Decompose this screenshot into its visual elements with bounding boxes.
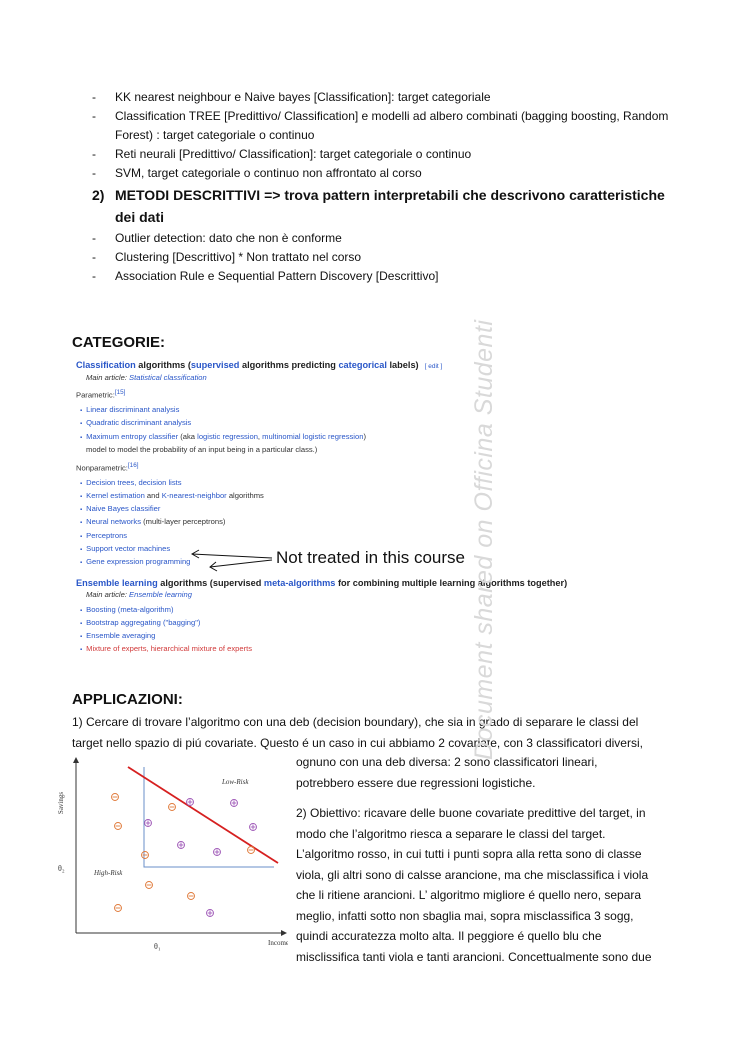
theta1-label: θ₁ (154, 942, 161, 951)
purple-point (214, 849, 221, 856)
paragraph-2: 2) Obiettivo: ricavare delle buone covariate predittive del target, in modo che l’algoritmo riesca a separare le classi del target. L’algoritmo rosso, in cui tutti i punti sopra alla retta sono di classe viola, gli altri sono di calsse arancione, ma che misclassifica i viola che li ritiene arancioni. L’ algoritmo migliore é quello nero, separa meglio, infatti sotto non sbaglia mai, sopra misclassifica 3 sogg, quindi accuratezza molto alta. Il peggiore é quello blu che misclissifica tanti viola e tanti arancioni. Concettualmente sono due (296, 806, 652, 964)
list-item: - Outlier detection: dato che non è conforme (92, 229, 682, 248)
purple-points (145, 799, 257, 917)
wiki-link-item[interactable]: ▪ Ensemble averaging (76, 630, 636, 643)
list-item-text: Outlier detection: dato che non è conforme (115, 231, 342, 245)
orange-point (169, 804, 176, 811)
wiki-link-item: ▪ Support vector machines (76, 543, 636, 556)
list-item-text: SVM, target categoriale o continuo non affrontato al corso (115, 166, 422, 180)
x-axis-label: Income (268, 939, 288, 947)
maxent-note: model to model the probability of an input being in a particular class.) (86, 444, 318, 454)
main-article-line: Main article: Ensemble learning (86, 590, 192, 600)
list-item: - Clustering [Descrittivo] * Non trattato nel corso (92, 248, 682, 267)
y-axis-label: Savings (57, 791, 65, 815)
orange-point (142, 852, 149, 859)
wiki-link-item: ▪ Maximum entropy classifier (aka logistic regression, multinomial logistic regression) (76, 431, 636, 444)
purple-point (231, 800, 238, 807)
wiki-link-item[interactable]: ▪ Boosting (meta-algorithm) (76, 604, 636, 617)
wiki-link-item: ▪ Kernel estimation and K-nearest-neighbor algorithms (76, 490, 636, 503)
classification-heading: Classification algorithms (supervised algorithms predicting categorical labels) [ edit ] (76, 360, 443, 370)
ensemble-heading: Ensemble learning algorithms (supervised meta-algorithms for combining multiple learning algorithms together) (76, 578, 568, 589)
list-item: - SVM, target categoriale o continuo non affrontato al corso (92, 164, 682, 183)
edit-link[interactable]: [ edit ] (424, 363, 443, 370)
wiki-link-item: ▪ Neural networks (multi-layer perceptrons) (76, 516, 636, 529)
list-item: - Reti neurali [Predittivo/ Classification]: target categoriale o continuo (92, 145, 682, 164)
section-heading-descriptive: 2) METODI DESCRITTIVI => trova pattern interpretabili che descrivono caratteristiche dei dati (92, 187, 665, 225)
blue-boundary (144, 767, 274, 867)
decision-boundary-figure (56, 755, 288, 955)
wiki-link-item-red[interactable]: ▪ Mixture of experts, hierarchical mixture of experts (76, 643, 636, 656)
list-item-text: Clustering [Descrittivo] * Non trattato nel corso (115, 250, 362, 264)
wiki-link-item: ▪ Gene expression programming (76, 556, 636, 569)
purple-point (178, 842, 185, 849)
wiki-link-item[interactable]: ▪ Quadratic discriminant analysis (76, 417, 636, 430)
wiki-link-item[interactable]: ▪ Linear discriminant analysis (76, 404, 636, 417)
not-treated-annotation: Not treated in this course (276, 548, 465, 567)
categorie-title: CATEGORIE: (72, 334, 166, 351)
red-boundary (128, 767, 278, 863)
list-item: - Association Rule e Sequential Pattern Discovery [Descrittivo] (92, 267, 682, 286)
watermark: Document shared on Officina Studenti (470, 319, 498, 760)
purple-point (207, 910, 214, 917)
arrow-line (210, 560, 272, 567)
purple-point (145, 820, 152, 827)
nonparametric-label: Nonparametric:[16] (76, 461, 139, 473)
orange-points (112, 794, 255, 912)
list-item-text: Classification TREE [Predittivo/ Classification] e modelli ad albero combinati (bagging boosting, Random Forest) : target categoriale o continuo (115, 109, 669, 142)
list-item: - Classification TREE [Predittivo/ Classification] e modelli ad albero combinati (bagging boosting, Random Forest) : target categoriale o continuo (92, 107, 682, 145)
orange-point (112, 794, 119, 801)
orange-point (115, 823, 122, 830)
list-item-text: Reti neurali [Predittivo/ Classification]: target categoriale o continuo (115, 147, 472, 161)
theta2-label: θ₂ (58, 864, 65, 873)
parametric-label: Parametric:[15] (76, 389, 126, 400)
list-item-text: Association Rule e Sequential Pattern Discovery [Descrittivo] (115, 269, 439, 283)
low-risk-label: Low-Risk (222, 778, 249, 786)
orange-point (115, 905, 122, 912)
applicazioni-title: APPLICAZIONI: (72, 691, 183, 708)
main-article-line: Main article: Statistical classification (86, 373, 207, 383)
arrow-line (192, 554, 272, 558)
list-item-text: KK nearest neighbour e Naive bayes [Classification]: target categoriale (115, 90, 491, 104)
high-risk-label: High-Risk (94, 869, 123, 877)
orange-point (248, 847, 255, 854)
paragraph-1: 1) Cercare di trovare l’algoritmo con una deb (decision boundary), che sia in grado di separare le classi del target nello spazio di piú covariate. Questo é un caso in cui abbiamo 2 covariate, con 3 classificatori diversi, (72, 715, 643, 750)
orange-point (146, 882, 153, 889)
purple-point (187, 799, 194, 806)
wiki-link-item: ▪ Decision trees, decision lists (76, 477, 636, 490)
main-article-link[interactable]: Statistical classification (129, 373, 207, 383)
main-article-link[interactable]: Ensemble learning (129, 590, 192, 600)
wiki-link-item: ▪ Naive Bayes classifier (76, 503, 636, 516)
wiki-link-item: ▪ Perceptrons (76, 530, 636, 543)
paragraph-1-continued: ognuno con una deb diversa: 2 sono classificatori lineari, potrebbero essere due regressioni logistiche. (296, 755, 598, 790)
figure-svg (56, 755, 288, 955)
purple-point (250, 824, 257, 831)
wiki-link-item[interactable]: ▪ Bootstrap aggregating ("bagging") (76, 617, 636, 630)
orange-point (188, 893, 195, 900)
list-item: - KK nearest neighbour e Naive bayes [Classification]: target categoriale (92, 88, 682, 107)
